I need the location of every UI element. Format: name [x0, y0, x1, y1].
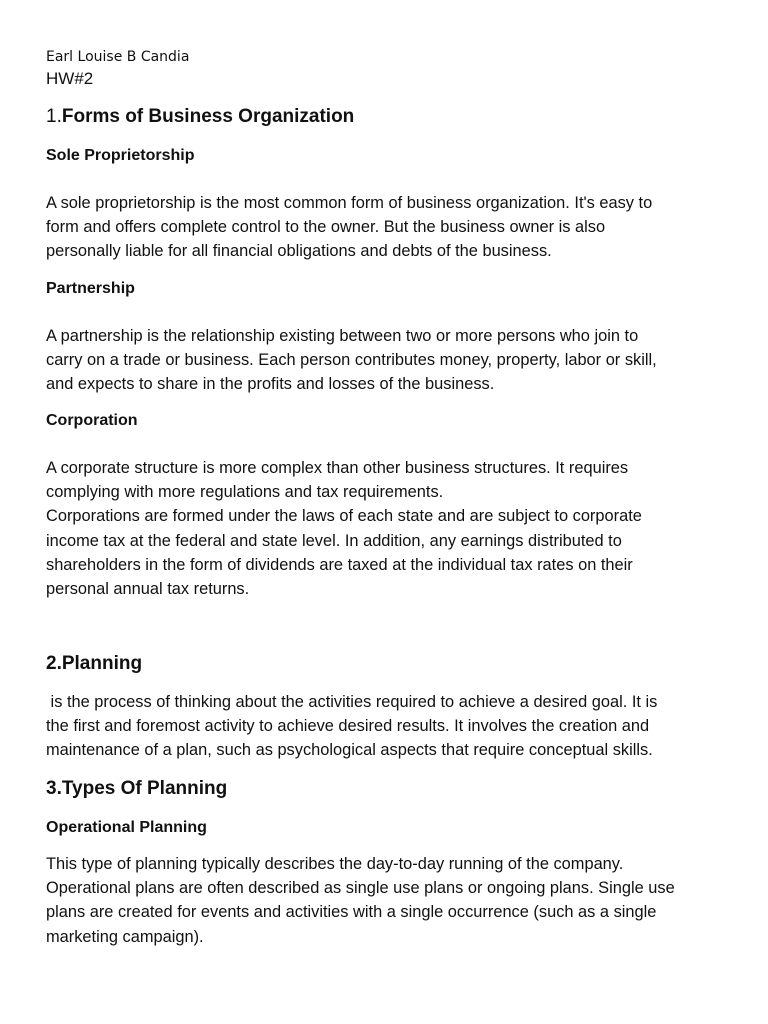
paragraph-line: form and offers complete control to the owner. But the business owner is also — [46, 218, 606, 237]
partnership-paragraph — [46, 324, 657, 397]
section-1-heading — [46, 106, 354, 128]
author-name: Earl Louise B Candia — [46, 49, 190, 65]
paragraph-line: personally liable for all financial obligations and debts of the business. — [46, 242, 552, 261]
assignment-label: HW#2 — [46, 69, 94, 88]
paragraph-line: A partnership is the relationship existing between two or more persons who join to — [46, 327, 639, 345]
paragraph-line: shareholders in the form of dividends are taxed at the individual tax rates on their — [46, 555, 633, 574]
paragraph-line: and expects to share in the profits and losses of the business. — [46, 375, 495, 394]
corporation-paragraph — [46, 456, 642, 601]
sole-proprietorship-paragraph — [46, 191, 652, 264]
paragraph-line: carry on a trade or business. Each person contributes money, property, labor or skill, — [46, 351, 657, 370]
paragraph-line: maintenance of a plan, such as psychological aspects that require conceptual skills. — [46, 741, 653, 760]
paragraph-line: income tax at the federal and state level. In addition, any earnings distributed to — [46, 531, 622, 550]
section-1-title: Forms of Business Organization — [61, 106, 355, 127]
section-3-heading: 3.Types Of Planning — [46, 778, 228, 799]
corporation-heading: Corporation — [46, 412, 138, 429]
operational-planning-paragraph — [46, 852, 675, 949]
paragraph-line: Corporations are formed under the laws of each state and are subject to corporate — [46, 507, 642, 526]
paragraph-line: marketing campaign). — [46, 927, 204, 946]
paragraph-line: personal annual tax returns. — [46, 580, 250, 599]
paragraph-line: is the process of thinking about the activities required to achieve a desired goal. It is — [46, 693, 658, 711]
paragraph-line: plans are created for events and activities with a single occurrence (such as a single — [46, 903, 657, 922]
operational-planning-heading: Operational Planning — [46, 819, 207, 836]
paragraph-line: This type of planning typically describes the day-to-day running of the company. — [46, 855, 624, 873]
section-2-heading: 2.Planning — [46, 653, 143, 674]
paragraph-line: Operational plans are often described as single use plans or ongoing plans. Single use — [46, 879, 675, 898]
paragraph-line: A corporate structure is more complex than other business structures. It requires — [46, 459, 629, 477]
paragraph-line: the first and foremost activity to achieve desired results. It involves the creation and — [46, 717, 650, 736]
paragraph-line: complying with more regulations and tax requirements. — [46, 483, 444, 502]
sole-proprietorship-heading: Sole Proprietorship — [46, 147, 195, 164]
planning-paragraph — [46, 690, 657, 763]
section-1-number: 1. — [46, 106, 62, 127]
paragraph-line: A sole proprietorship is the most common form of business organization. It's easy to — [46, 194, 653, 212]
partnership-heading: Partnership — [46, 280, 135, 297]
